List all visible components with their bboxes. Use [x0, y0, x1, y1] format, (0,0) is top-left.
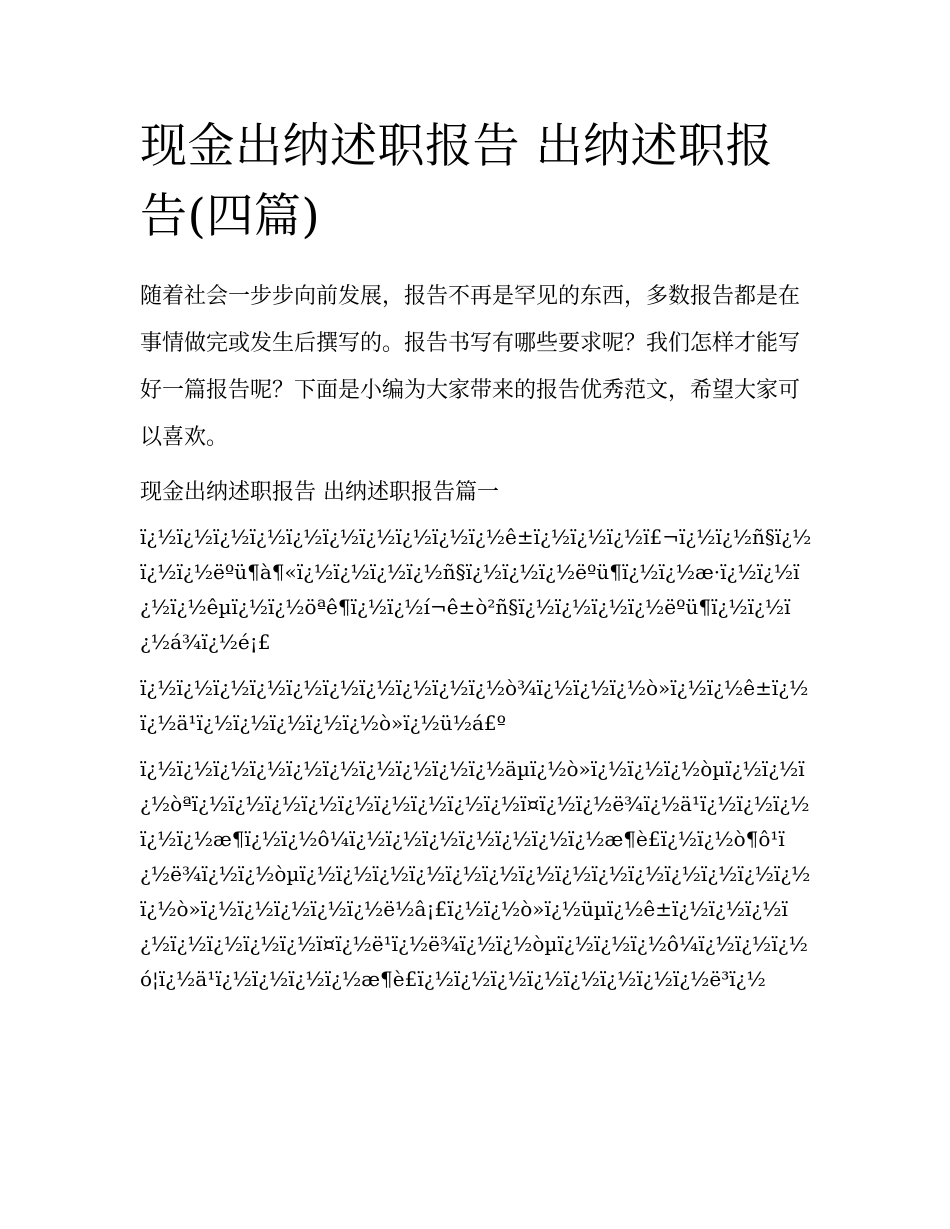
section-heading: 现金出纳述职报告 出纳述职报告篇一: [140, 480, 499, 505]
document-body: [140, 112, 812, 997]
document-title: 现金出纳述职报告 出纳述职报告(四篇): [140, 119, 773, 244]
garbled-paragraph-2: ï¿½ï¿½ï¿½ï¿½ï¿½ï¿½ï¿½ï¿½ï¿½ï¿½ò¾ï¿½ï¿½ï¿½ò»ï¿½ï¿½ê±ï¿½ï¿½ä¹ï¿½ï¿½ï¿½ï¿½ï¿½ò»ï¿½ü½á£º: [140, 676, 809, 735]
garbled-paragraph-3: ï¿½ï¿½ï¿½ï¿½ï¿½ï¿½ï¿½ï¿½ï¿½ï¿½äµï¿½ò»ï¿½ï¿½ï¿½òµï¿½ï¿½ï¿½òªï¿½ï¿½ï¿½ï¿½ï¿½ï¿½ï¿½ï¿½ï¿½ï¤ï¿½ï¿½ë¾ï¿½ä¹ï¿½ï¿½ï¿½ï¿½ï¿½æ¶ï¿½ï¿½ô¼ï¿½ï¿½ï¿½ï¿½ï¿½ï¿½ï¿½æ¶è£ï¿½ï¿½ò¶ô¹ï¿½ë¾ï¿½ï¿½òµï¿½ï¿½ï¿½ï¿½ï¿½ï¿½ï¿½ï¿½ï¿½ï¿½ï¿½ï¿½ï¿½ï¿½ï¿½ò»ï¿½ï¿½ï¿½ï¿½ï¿½ë½â¡£ï¿½ï¿½ò»ï¿½üµï¿½ê±ï¿½ï¿½ï¿½ï¿½ï¿½ï¿½ï¿½ï¿½ï¤ï¿½ë¹ï¿½ë¾ï¿½ï¿½òµï¿½ï¿½ï¿½ô¼ï¿½ï¿½ï¿½ó¦ï¿½ä¹ï¿½ï¿½ï¿½ï¿½æ¶è£ï¿½ï¿½ï¿½ï¿½ï¿½ï¿½ï¿½ï¿½ë³ï¿½: [140, 757, 811, 991]
intro-paragraph: 随着社会一步步向前发展，报告不再是罕见的东西，多数报告都是在事情做完或发生后撰写的。报告书写有哪些要求呢？我们怎样才能写好一篇报告呢？下面是小编为大家带来的报告优秀范文，希望大家可以喜欢。: [140, 284, 801, 450]
garbled-paragraph-1: ï¿½ï¿½ï¿½ï¿½ï¿½ï¿½ï¿½ï¿½ï¿½ï¿½ê±ï¿½ï¿½ï¿½ï£¬ï¿½ï¿½ñ§ï¿½ï¿½ï¿½ëºü¶à¶«ï¿½ï¿½ï¿½ï¿½ñ§ï¿½ï¿½ï¿½ëºü¶ï¿½ï¿½æ·ï¿½ï¿½ï¿½ï¿½êµï¿½ï¿½öªê¶ï¿½ï¿½í¬ê±ò²ñ§ï¿½ï¿½ï¿½ï¿½ëºü¶ï¿½ï¿½ï¿½á¾ï¿½é¡£: [140, 525, 812, 654]
